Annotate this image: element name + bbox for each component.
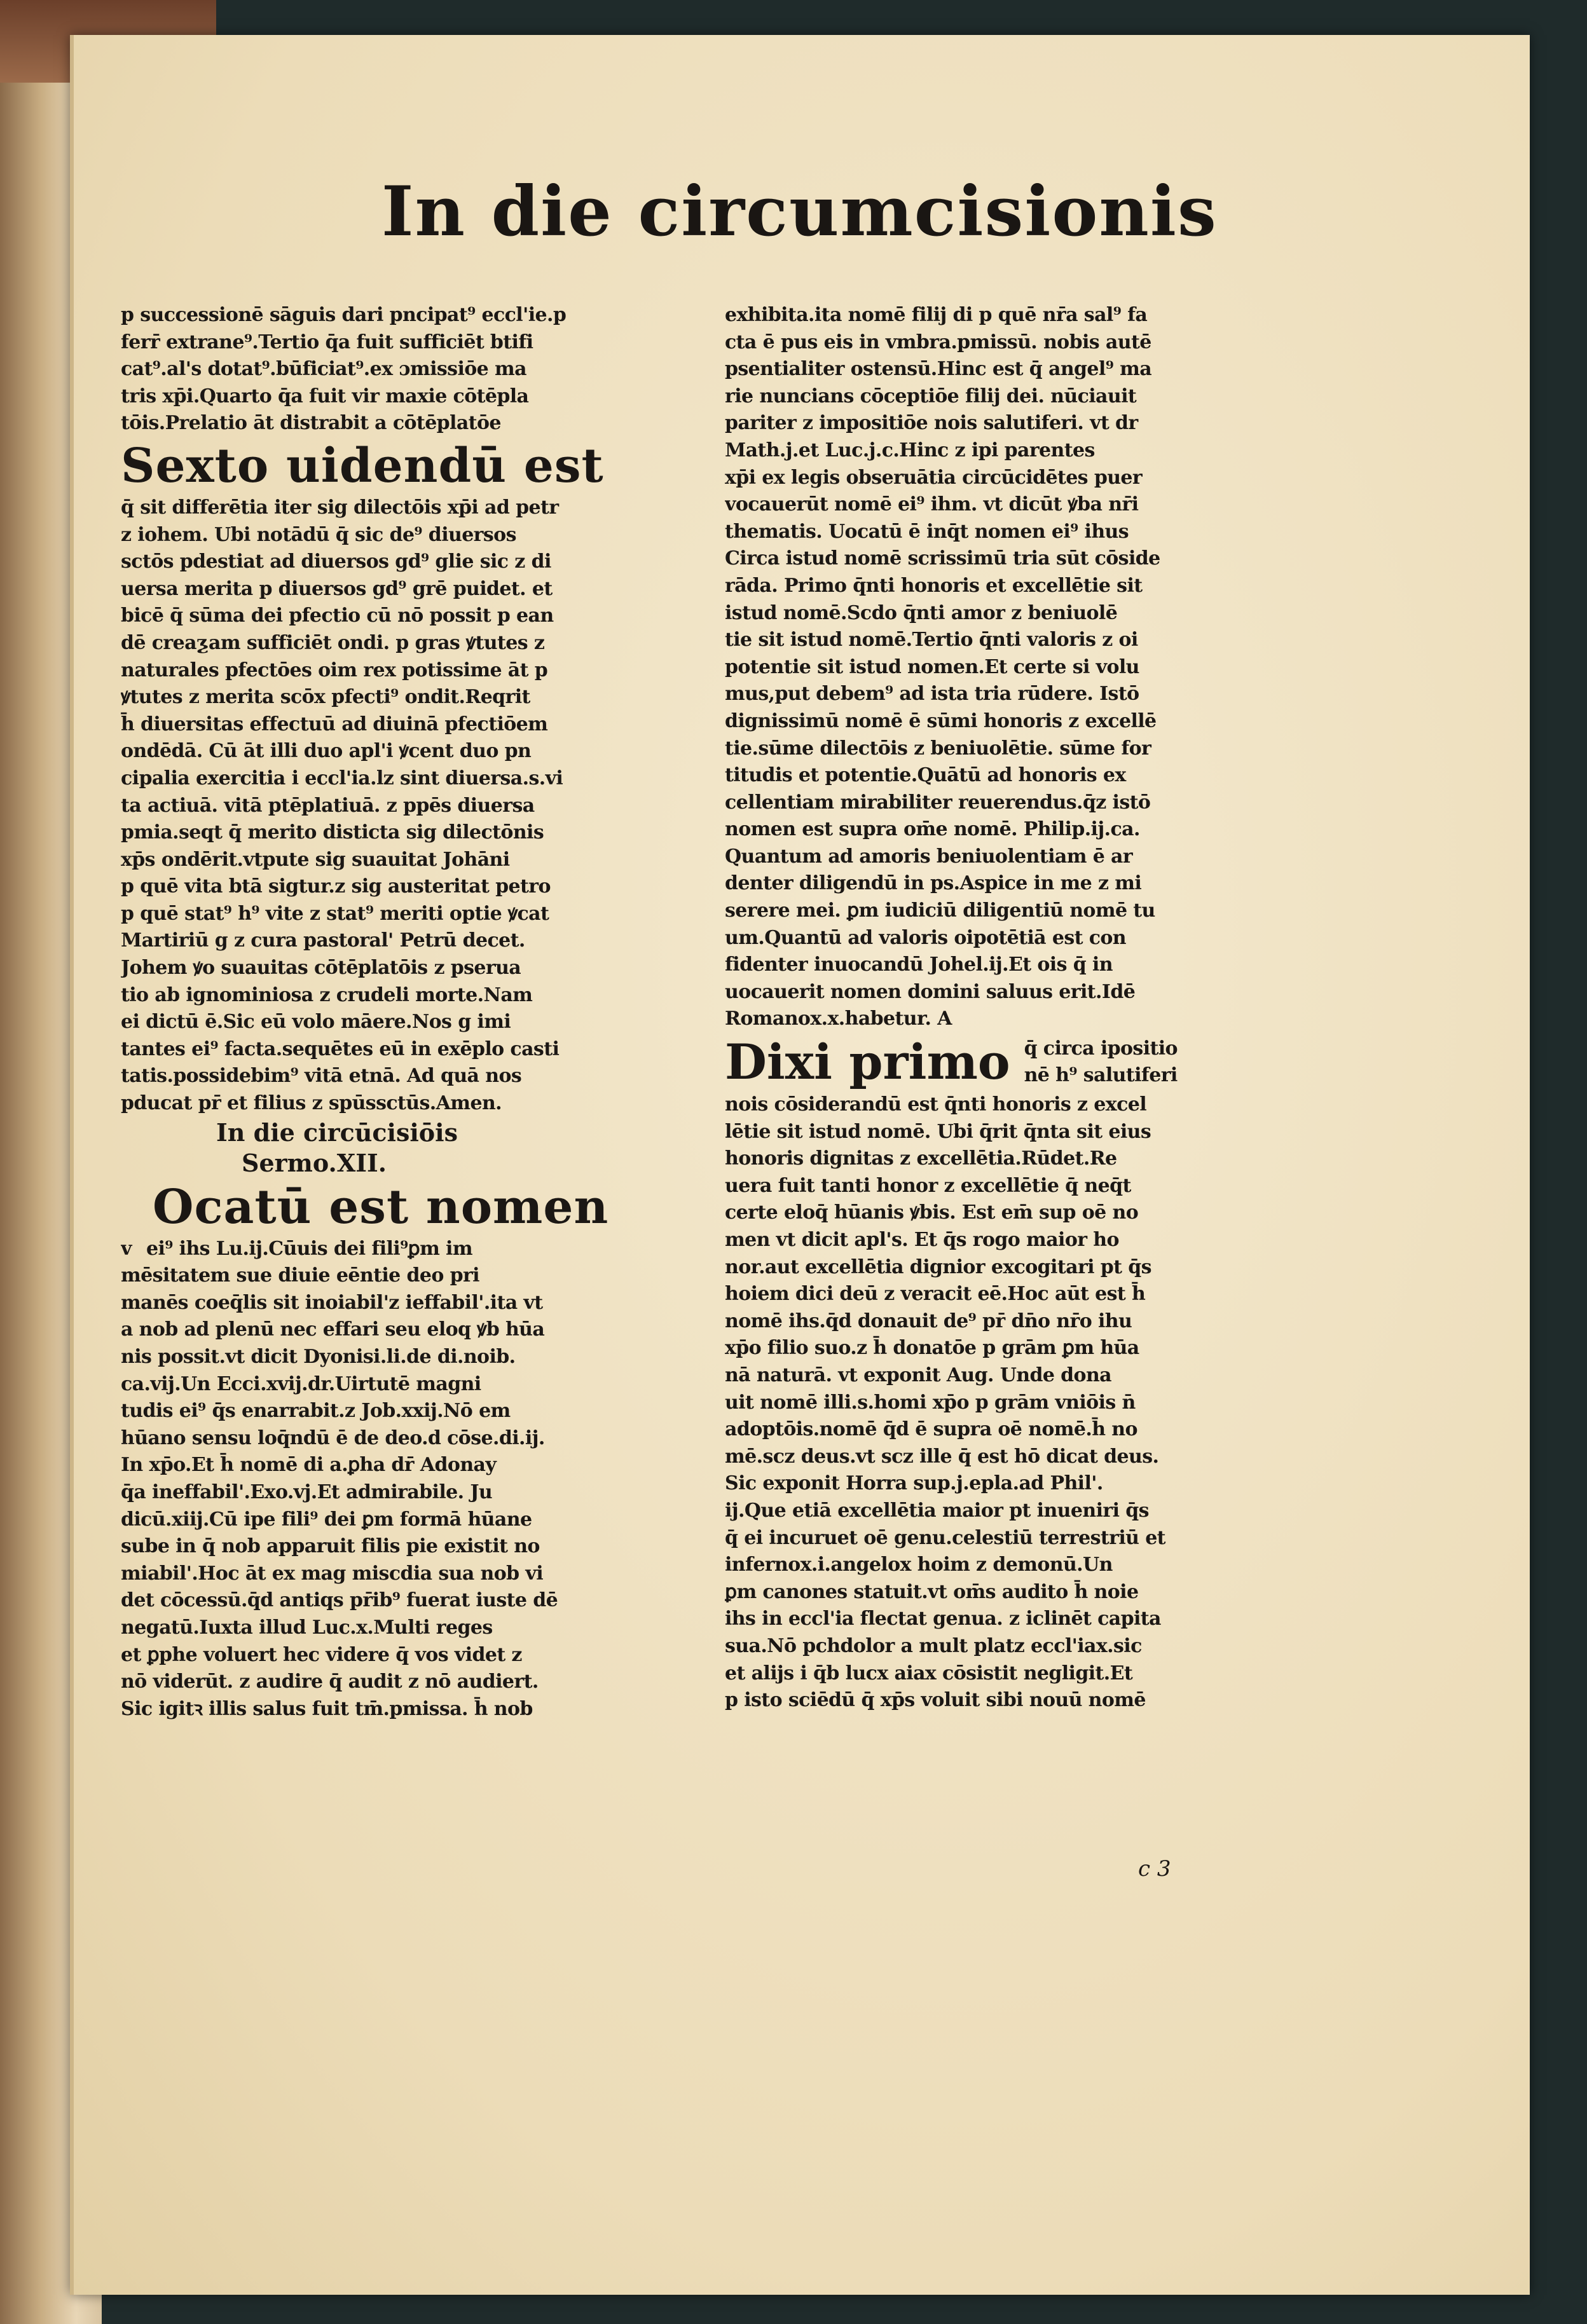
text-line: Romanox.x.habetur. A xyxy=(725,1008,952,1030)
text-line: Sic exponit Horra sup.j.epla.ad Phil'. xyxy=(725,1472,1103,1495)
text-line: hūano sensu loq̄ndū ē de deo.d cōse.di.ij. xyxy=(121,1426,545,1449)
text-line: q̄ sit differētia iter sig dilectōis xp̄i ad petr xyxy=(121,496,559,519)
sermo-title: In die circūcisiōis xyxy=(216,1118,458,1147)
text-line: xp̄i ex legis obseruātia circūcidētes puer xyxy=(725,466,1143,489)
text-line: Martiriū g z cura pastoral' Petrū decet. xyxy=(121,929,525,952)
text-line: sua.Nō pchdolor a mult platz eccl'iax.sic xyxy=(725,1634,1142,1657)
text-line: Math.j.et Luc.j.c.Hinc z ipi parentes xyxy=(725,439,1095,461)
text-line: psentialiter ostensū.Hinc est q̄ angel⁹ ma xyxy=(725,358,1152,381)
dixi-side-text xyxy=(1024,1036,1178,1089)
text-line: cipalia exercitia i eccl'ia.lz sint diuersa.s.vi xyxy=(121,767,563,789)
text-line: nois cōsiderandū est q̄nti honoris z excel xyxy=(725,1093,1147,1116)
text-line: manēs coeq̄lis sit inoiabil'z ieffabil'.ita vt xyxy=(121,1291,543,1314)
text-line: uit nomē illi.s.homi xp̄o p grām vniōis n̄ xyxy=(725,1391,1136,1414)
text-line: tio ab ignominiosa z crudeli morte.Nam xyxy=(121,983,533,1006)
text-line: um.Quantū ad valoris oipotētiā est con xyxy=(725,926,1127,949)
text-line: h̄ diuersitas effectuū ad diuinā pfectiōem xyxy=(121,713,548,735)
text-line: uersa merita p diuersos gd⁹ grē puidet. et xyxy=(121,577,553,600)
heading-sexto: Sexto uidendū est xyxy=(121,438,604,493)
text-line: tōis.Prelatio āt distrabit a cōtēplatōe xyxy=(121,412,501,435)
text-line: ondēdā. Cū āt illi duo apl'i ꝟcent duo pn xyxy=(121,740,532,763)
text-line: xp̄o filio suo.z h̄ donatōe p grām ꝑm hūa xyxy=(725,1337,1139,1360)
text-line: nā naturā. vt exponit Aug. Unde dona xyxy=(725,1364,1112,1386)
text-line: z iohem. Ubi notādū q̄ sic de⁹ diuersos xyxy=(121,523,516,546)
text-line: ta actiuā. vitā ptēplatiuā. z ppēs diuersa xyxy=(121,794,535,817)
text-line: q̄a ineffabil'.Exo.vj.Et admirabile. Ju xyxy=(121,1480,493,1503)
text-line: ꝑm canones statuit.vt om̄s audito h̄ noie xyxy=(725,1580,1139,1603)
text-line: ei dictū ē.Sic eū volo māere.Nos g imi xyxy=(121,1011,511,1034)
left-bottom-lines xyxy=(121,1236,687,1723)
text-line: negatū.Iuxta illud Luc.x.Multi reges xyxy=(121,1616,493,1639)
sermo-number: Sermo.XII. xyxy=(242,1148,387,1177)
text-line: tantes ei⁹ facta.sequētes eū in exēplo casti xyxy=(121,1037,560,1060)
text-line: titudis et potentie.Quātū ad honoris ex xyxy=(725,764,1126,787)
text-line: rāda. Primo q̄nti honoris et excellētie sit xyxy=(725,574,1143,597)
right-top-lines xyxy=(725,302,1221,1033)
initial-letter: v xyxy=(121,1237,132,1260)
text-line: ꝟtutes z merita scōx pfecti⁹ ondit.Reqrit xyxy=(121,686,530,709)
text-line: serere mei. ꝑm iudiciū diligentiū nomē tu xyxy=(725,899,1155,922)
text-line: et alijs i q̄b lucx aiax cōsistit negligit.Et xyxy=(725,1662,1133,1685)
text-line: tie.sūme dilectōis z beniuolētie. sūme for xyxy=(725,737,1151,760)
text-line: thematis. Uocatū ē inq̄t nomen ei⁹ ihus xyxy=(725,520,1129,543)
left-middle-lines xyxy=(121,495,687,1118)
text-line: potentie sit istud nomen.Et certe si volu xyxy=(725,655,1139,678)
text-line: Sic igitꝛ illis salus fuit tm̄.pmissa. h̄ nob xyxy=(121,1697,533,1720)
text-line: det cōcessū.q̄d antiqs pr̄ib⁹ fuerat iuste dē xyxy=(121,1589,558,1612)
right-column xyxy=(725,302,1221,1714)
text-line: mēsitatem sue diuie eēntie deo pri xyxy=(121,1264,479,1287)
text-line: Quantum ad amoris beniuolentiam ē ar xyxy=(725,845,1133,868)
text-line: vocauerūt nomē ei⁹ ihm. vt dicūt ꝟba nr̄i xyxy=(725,493,1139,516)
text-line: denter diligendū in ps.Aspice in me z mi xyxy=(725,872,1142,895)
heading-dixi: Dixi primo xyxy=(725,1034,1010,1091)
dixi-side-line: q̄ circa ipositio xyxy=(1024,1037,1178,1060)
text-line: dē creaƺam sufficiēt ondi. p gras ꝟtutes z xyxy=(121,631,545,654)
text-line: infernox.i.angelox hoim z demonū.Un xyxy=(725,1554,1113,1576)
text-line: nis possit.vt dicit Dyonisi.li.de di.noib. xyxy=(121,1346,516,1368)
text-line: fidenter inuocandū Johel.ij.Et ois q̄ in xyxy=(725,954,1113,976)
text-line: sctōs pdestiat ad diuersos gd⁹ glie sic z di xyxy=(121,550,551,573)
signature-mark: c 3 xyxy=(1138,1856,1171,1882)
text-line: nor.aut excellētia dignior excogitari pt q̄s xyxy=(725,1255,1151,1278)
text-line: uocauerit nomen domini saluus erit.Idē xyxy=(725,980,1136,1003)
dixi-side-line: nē h⁹ salutiferi xyxy=(1024,1064,1178,1087)
text-line: lētie sit istud nomē. Ubi q̄rit q̄nta sit eius xyxy=(725,1120,1151,1143)
text-line: exhibita.ita nomē filij di p quē nr̄a sal⁹ fa xyxy=(725,304,1148,326)
text-line xyxy=(121,1236,687,1263)
text-line: naturales pfectōes oim rex potissime āt p xyxy=(121,659,548,681)
text-line: nomen est supra om̄e nomē. Philip.ij.ca. xyxy=(725,818,1140,841)
text-line: p quē stat⁹ h⁹ vite z stat⁹ meriti optie ꝟcat xyxy=(121,902,549,925)
text-line: adoptōis.nomē q̄d ē supra oē nomē.h̄ no xyxy=(725,1418,1137,1441)
text-line: q̄ ei incuruet oē genu.celestiū terrestriū et xyxy=(725,1526,1165,1549)
text-line: dicū.xiij.Cū ipe fili⁹ dei ꝑm formā hūane xyxy=(121,1508,532,1531)
text-line: bicē q̄ sūma dei pfectio cū nō possit p ean xyxy=(121,605,554,627)
text-line: p successionē sāguis dari pncipat⁹ eccl'ie.p xyxy=(121,304,567,326)
text-line: mē.scz deus.vt scz ille q̄ est hō dicat deus. xyxy=(725,1445,1159,1468)
text-line: hoiem dici deū z veracit eē.Hoc aūt est h̄ xyxy=(725,1283,1146,1306)
text-line: dignissimū nomē ē sūmi honoris z excellē xyxy=(725,709,1157,732)
text-line: certe eloq̄ hūanis ꝟbis. Est em̄ sup oē no xyxy=(725,1201,1139,1224)
text-line: In xp̄o.Et h̄ nomē di a.ꝑha dr̄ Adonay xyxy=(121,1454,497,1477)
right-bottom-lines xyxy=(725,1091,1221,1714)
text-line: xp̄s ondērit.vtpute sig suauitat Johāni xyxy=(121,848,510,871)
text-line: nō viderūt. z audire q̄ audit z nō audiert. xyxy=(121,1671,539,1693)
text-line: p isto sciēdū q̄ xp̄s voluit sibi nouū nomē xyxy=(725,1689,1146,1712)
text-line: ferr̄ extrane⁹.Tertio q̄a fuit sufficiēt btifi xyxy=(121,331,533,353)
text-line: ca.vij.Un Ecci.xvij.dr.Uirtutē magni xyxy=(121,1372,481,1395)
text-line: men vt dicit apl's. Et q̄s rogo maior ho xyxy=(725,1229,1119,1251)
text-line: nomē ihs.q̄d donauit de⁹ pr̄ dn̄o nr̄o ihu xyxy=(725,1309,1132,1332)
text-line: istud nomē.Scdo q̄nti amor z beniuolē xyxy=(725,601,1118,624)
heading-vocatum: Ocatū est nomen xyxy=(153,1179,609,1234)
text-line: honoris dignitas z excellētia.Rūdet.Re xyxy=(725,1147,1117,1170)
line-text: ei⁹ ihs Lu.ij.Cūuis dei fili⁹ꝑm im xyxy=(146,1237,472,1260)
heading-dixi-block xyxy=(725,1033,1221,1091)
left-top-lines xyxy=(121,302,687,437)
text-line: cat⁹.al's dotat⁹.būficiat⁹.ex ɔmissiōe ma xyxy=(121,358,526,381)
text-line: mus,put debem⁹ ad ista tria rūdere. Istō xyxy=(725,683,1139,706)
text-line: pariter z impositiōe nois salutiferi. vt dr xyxy=(725,412,1138,435)
text-line: et ꝑphe voluert hec videre q̄ vos videt z xyxy=(121,1643,522,1666)
text-line: ihs in eccl'ia flectat genua. z iclinēt capita xyxy=(725,1608,1161,1630)
text-line: tudis ei⁹ q̄s enarrabit.z Job.xxij.Nō em xyxy=(121,1400,511,1423)
text-line: tatis.possidebim⁹ vitā etnā. Ad quā nos xyxy=(121,1065,522,1088)
left-column xyxy=(121,302,687,1723)
text-line: cta ē pus eis in vmbra.pmissū. nobis autē xyxy=(725,331,1151,353)
text-line: Circa istud nomē scrissimū tria sūt cōside xyxy=(725,547,1160,570)
text-line: p quē vita btā sigtur.z sig austeritat petro xyxy=(121,875,551,898)
text-line: a nob ad plenū nec effari seu eloq ꝟb hūa xyxy=(121,1318,545,1341)
text-line: Johem ꝟo suauitas cōtēplatōis z pserua xyxy=(121,957,521,980)
text-line: uera fuit tanti honor z excellētie q̄ neq̄t xyxy=(725,1174,1131,1197)
text-line: ij.Que etiā excellētia maior pt inueniri q̄s xyxy=(725,1499,1149,1522)
text-line: tie sit istud nomē.Tertio q̄nti valoris z oi xyxy=(725,629,1138,652)
text-line: tris xp̄i.Quarto q̄a fuit vir maxie cōtēpla xyxy=(121,385,529,407)
text-line: pmia.seqt q̄ merito disticta sig dilectōnis xyxy=(121,821,544,844)
text-line: rie nuncians cōceptiōe filij dei. nūciauit xyxy=(725,385,1137,407)
text-line: miabil'.Hoc āt ex mag miscdia sua nob vi xyxy=(121,1562,544,1585)
text-line: sube in q̄ nob apparuit filis pie existit no xyxy=(121,1535,540,1558)
text-line: cellentiam mirabiliter reuerendus.q̄z istō xyxy=(725,791,1151,814)
running-header: In die circumcisionis xyxy=(381,172,1218,252)
text-line: pducat pr̄ et filius z spūssctūs.Amen. xyxy=(121,1092,502,1115)
